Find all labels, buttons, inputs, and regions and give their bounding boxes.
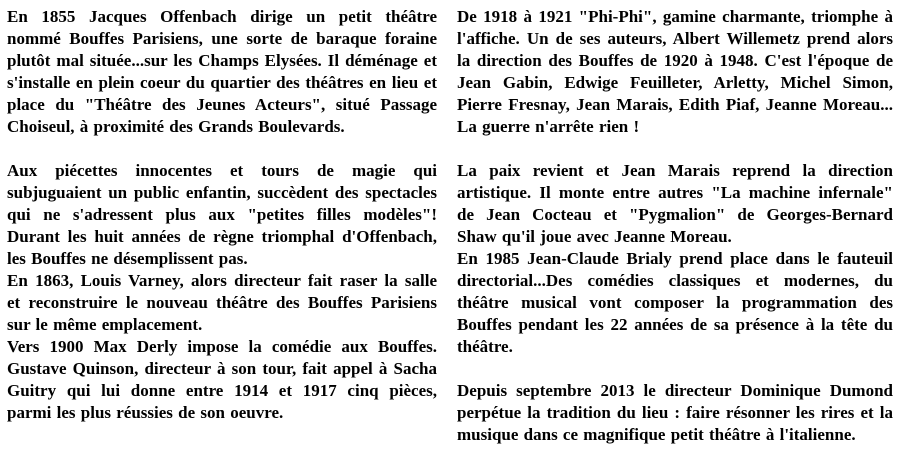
paragraph-phiphi-1918: De 1918 à 1921 "Phi-Phi", gamine charmante, triomphe à l'affiche. Un de ses auteurs, Albert Willemetz prend alors la direction des Bouffes de 1920 à 1948. C'est l'époque de Jean Gabin, Edwige Feuilleter, Arletty, Michel Simon, Pierre Fresnay, Jean Marais, Edith Piaf, Jeanne Moreau... La guerre n'arrête rien ! bbox=[457, 7, 893, 136]
text-column-left bbox=[7, 6, 437, 450]
paragraph-derly-1900: Vers 1900 Max Derly impose la comédie aux Bouffes. Gustave Quinson, directeur à son tour, fait appel à Sacha Guitry qui lui donne entre 1914 et 1917 cinq pièces, parmi les plus réussies de son oeuvre. bbox=[7, 337, 437, 422]
text-column-right bbox=[457, 6, 893, 450]
paragraph-brialy-1985: En 1985 Jean-Claude Brialy prend place dans le fauteuil directorial...Des comédies classiques et modernes, du théâtre musical vont composer la programmation des Bouffes pendant les 22 années de sa présence à la tête du théâtre. bbox=[457, 249, 893, 356]
paragraph-piecettes: Aux piécettes innocentes et tours de magie qui subjuguaient un public enfantin, succèdent des spectacles qui ne s'adressent plus aux "petites filles modèles"! Durant les huit années de règne triomphal d'Offenbach, les Bouffes ne désemplissent pas. bbox=[7, 161, 437, 268]
paragraph-dumond-2013: Depuis septembre 2013 le directeur Dominique Dumond perpétue la tradition du lieu : faire résonner les rires et la musique dans ce magnifique petit théâtre à l'italienne. bbox=[457, 381, 893, 444]
paragraph-varney-1863: En 1863, Louis Varney, alors directeur fait raser la salle et reconstruire le nouveau théâtre des Bouffes Parisiens sur le même emplacement. bbox=[7, 271, 437, 334]
paragraph-paix-marais: La paix revient et Jean Marais reprend la direction artistique. Il monte entre autres "La machine infernale" de Jean Cocteau et "Pygmalion" de Georges-Bernard Shaw qu'il joue avec Jeanne Moreau. bbox=[457, 161, 893, 246]
paragraph-offenbach-1855: En 1855 Jacques Offenbach dirige un petit théâtre nommé Bouffes Parisiens, une sorte de baraque foraine plutôt mal située...sur les Champs Elysées. Il déménage et s'installe en plein coeur du quartier des théâtres en lieu et place du "Théâtre des Jeunes Acteurs", situé Passage Choiseul, à proximité des Grands Boulevards. bbox=[7, 7, 437, 136]
